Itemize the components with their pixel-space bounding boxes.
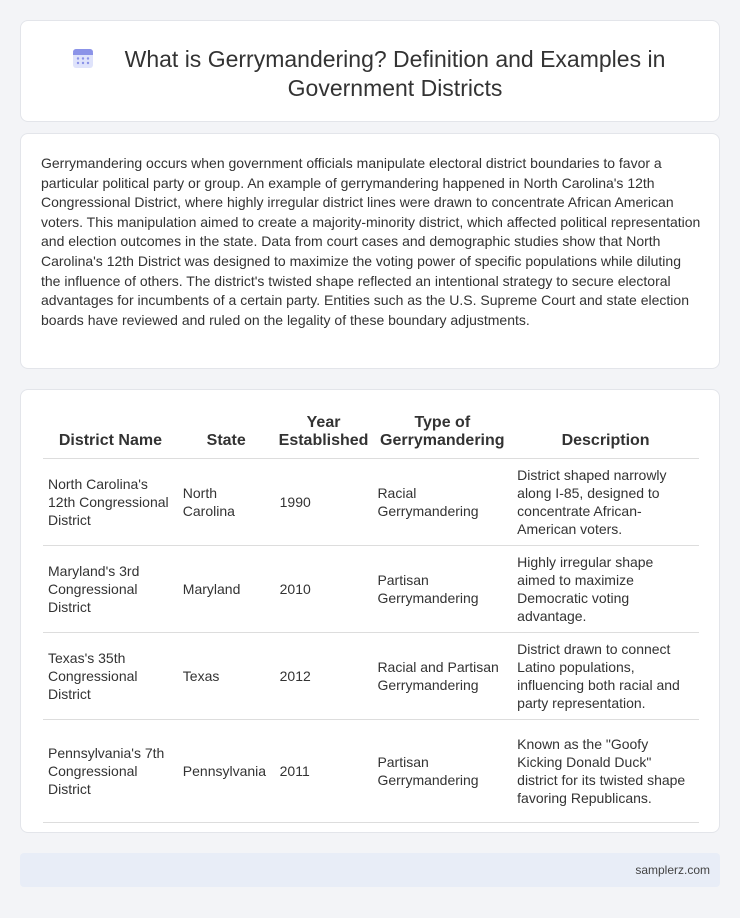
cell-district: Pennsylvania's 7th Congressional District [43, 720, 178, 823]
cell-state: Pennsylvania [178, 720, 275, 823]
cell-description: Highly irregular shape aimed to maximize Democratic voting advantage. [512, 546, 699, 633]
intro-paragraph: Gerrymandering occurs when government officials manipulate electoral district boundaries to favor a particular political party or group. An example of gerrymandering happened in North Carolina's 12th Congressional District, where highly irregular district lines were drawn to concentrate African American voters. This manipulation aimed to create a majority-minority district, which affected political representation and election outcomes in the state. Data from court cases and demographic studies show that North Carolina's 12th District was designed to maximize the voting power of specific populations while diluting the influence of others. The district's twisted shape reflected an intentional strategy to secure electoral advantages for incumbents of a certain party. Entities such as the U.S. Supreme Court and state election boards have reviewed and ruled on the legality of these boundary adjustments. [41, 155, 701, 328]
cell-type: Racial and Partisan Gerrymandering [372, 633, 512, 720]
page-title: What is Gerrymandering? Definition and Examples in Government Districts [124, 46, 666, 101]
cell-district: Maryland's 3rd Congressional District [43, 546, 178, 633]
cell-description: Known as the "Goofy Kicking Donald Duck" district for its twisted shape favoring Republicans. [512, 720, 699, 823]
cell-district: North Carolina's 12th Congressional District [43, 459, 178, 546]
cell-description: District drawn to connect Latino populations, influencing both racial and party representation. [512, 633, 699, 720]
cell-state: North Carolina [178, 459, 275, 546]
table-card [20, 389, 720, 833]
cell-type: Partisan Gerrymandering [372, 546, 512, 633]
footer-site-link[interactable]: samplerz.com [635, 863, 710, 877]
cell-description: District shaped narrowly along I-85, designed to concentrate African-American voters. [512, 459, 699, 546]
cell-state: Maryland [178, 546, 275, 633]
cell-year: 2011 [275, 720, 373, 823]
header-state: State [178, 410, 275, 459]
intro-card [20, 133, 720, 369]
table-row [43, 546, 699, 633]
header-card [20, 20, 720, 122]
header-district-name: District Name [43, 410, 178, 459]
header-description: Description [512, 410, 699, 459]
header-year-established: Year Established [275, 410, 373, 459]
cell-state: Texas [178, 633, 275, 720]
table-row [43, 720, 699, 823]
footer-bar [20, 853, 720, 887]
cell-year: 2012 [275, 633, 373, 720]
cell-district: Texas's 35th Congressional District [43, 633, 178, 720]
cell-year: 2010 [275, 546, 373, 633]
table-row [43, 459, 699, 546]
cell-type: Partisan Gerrymandering [372, 720, 512, 823]
header-type: Type of Gerrymandering [372, 410, 512, 459]
table-header-row [43, 410, 699, 459]
cell-type: Racial Gerrymandering [372, 459, 512, 546]
table-row [43, 633, 699, 720]
cell-year: 1990 [275, 459, 373, 546]
gerrymandering-table [43, 410, 699, 823]
